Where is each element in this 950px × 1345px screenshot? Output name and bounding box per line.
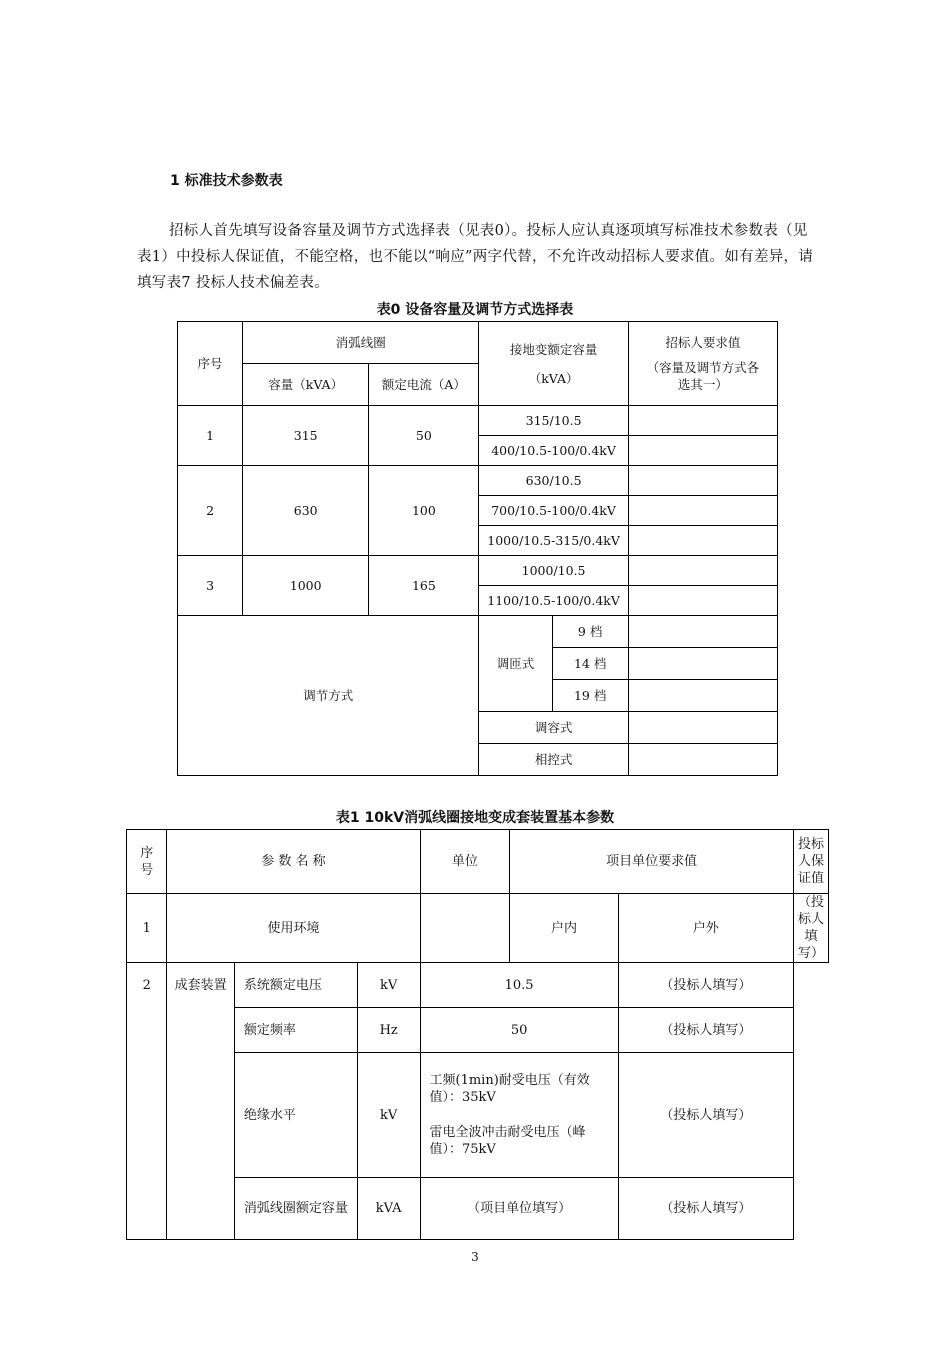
required-value-cell[interactable]: （项目单位填写） [420,1178,618,1240]
param-name-cell: 绝缘水平 [234,1053,357,1178]
unit-cell: Hz [357,1008,420,1053]
basic-parameters-table [126,829,829,1240]
table1-caption: 表1 10kV消弧线圈接地变成套装置基本参数 [335,810,615,826]
requirement-cell[interactable] [628,586,777,616]
indoor-option: 户内 [510,894,618,963]
requirement-cell[interactable] [628,436,777,466]
seq-cell: 1 [127,894,167,963]
col-requirement: 招标人要求值 （容量及调节方式各选其一） [628,322,777,406]
page-number: 3 [471,1250,479,1264]
equipment-selection-table [177,321,778,776]
unit-cell: kV [357,1053,420,1178]
capacity-cell: 630 [243,466,369,556]
unit-cell [420,894,510,963]
transformer-cell: 700/10.5-100/0.4kV [479,496,628,526]
tap-option: 9 档 [552,616,628,648]
col-seq: 序号 [178,322,243,406]
param-name-cell: 使用环境 [167,894,420,963]
requirement-cell[interactable] [628,648,777,680]
intro-paragraph: 招标人首先填写设备容量及调节方式选择表（见表0）。投标人应认真逐项填写标准技术参数表（见表1）中投标人保证值，不能空格，也不能以“响应”两字代替，不允许改动招标人要求值。如有差异，请填写表7 投标人技术偏差表。 [137,223,814,291]
col-param-name: 参 数 名 称 [167,830,420,894]
requirement-cell[interactable] [628,744,777,776]
requirement-cell[interactable] [628,616,777,648]
transformer-cell: 1000/10.5 [479,556,628,586]
tap-option: 14 档 [552,648,628,680]
seq-cell: 1 [178,406,243,466]
col-unit: 单位 [420,830,510,894]
requirement-cell[interactable] [628,466,777,496]
col-transformer: 接地变额定容量 （kVA） [479,322,628,406]
tap-type-label: 调匝式 [479,616,552,712]
param-name-cell: 消弧线圈额定容量 [234,1178,357,1240]
param-name-cell: 系统额定电压 [234,963,357,1008]
tap-option: 19 档 [552,680,628,712]
transformer-cell: 400/10.5-100/0.4kV [479,436,628,466]
transformer-cell: 1000/10.5-315/0.4kV [479,526,628,556]
seq-cell: 2 [127,963,167,1240]
transformer-cell: 630/10.5 [479,466,628,496]
unit-cell: kVA [357,1178,420,1240]
col-current: 额定电流（A） [369,364,479,406]
requirement-cell[interactable] [628,556,777,586]
current-cell: 165 [369,556,479,616]
transformer-cell: 1100/10.5-100/0.4kV [479,586,628,616]
current-cell: 100 [369,466,479,556]
col-guaranteed-value: 投标人保证值 [793,830,828,894]
param-name-cell: 额定频率 [234,1008,357,1053]
unit-cell: kV [357,963,420,1008]
guarantee-cell[interactable]: （投标人填写） [618,963,793,1008]
capacity-cell: 1000 [243,556,369,616]
capacity-cell: 315 [243,406,369,466]
seq-cell: 3 [178,556,243,616]
guarantee-cell[interactable]: （投标人填写） [618,1008,793,1053]
guarantee-cell[interactable]: （投标人填写） [793,894,828,963]
requirement-cell[interactable] [628,406,777,436]
required-value-cell: 10.5 [420,963,618,1008]
guarantee-cell[interactable]: （投标人填写） [618,1178,793,1240]
col-seq: 序号 [127,830,167,894]
guarantee-cell[interactable]: （投标人填写） [618,1053,793,1178]
table0-caption: 表0 设备容量及调节方式选择表 [376,302,574,318]
requirement-cell[interactable] [628,712,777,744]
required-value-cell: 工频(1min)耐受电压（有效值）：35kV 雷电全波冲击耐受电压（峰值）：75kV [420,1053,618,1178]
seq-cell: 2 [178,466,243,556]
outdoor-option: 户外 [618,894,793,963]
requirement-cell[interactable] [628,496,777,526]
col-coil: 消弧线圈 [243,322,479,364]
requirement-cell[interactable] [628,680,777,712]
capacitor-type-label: 调容式 [479,712,628,744]
col-required-value: 项目单位要求值 [510,830,794,894]
phase-control-type-label: 相控式 [479,744,628,776]
group-label: 成套装置 [167,963,234,1240]
requirement-cell[interactable] [628,526,777,556]
transformer-cell: 315/10.5 [479,406,628,436]
col-capacity: 容量（kVA） [243,364,369,406]
adjust-mode-label: 调节方式 [178,616,479,776]
section-heading: 1 标准技术参数表 [170,173,283,189]
required-value-cell: 50 [420,1008,618,1053]
current-cell: 50 [369,406,479,466]
